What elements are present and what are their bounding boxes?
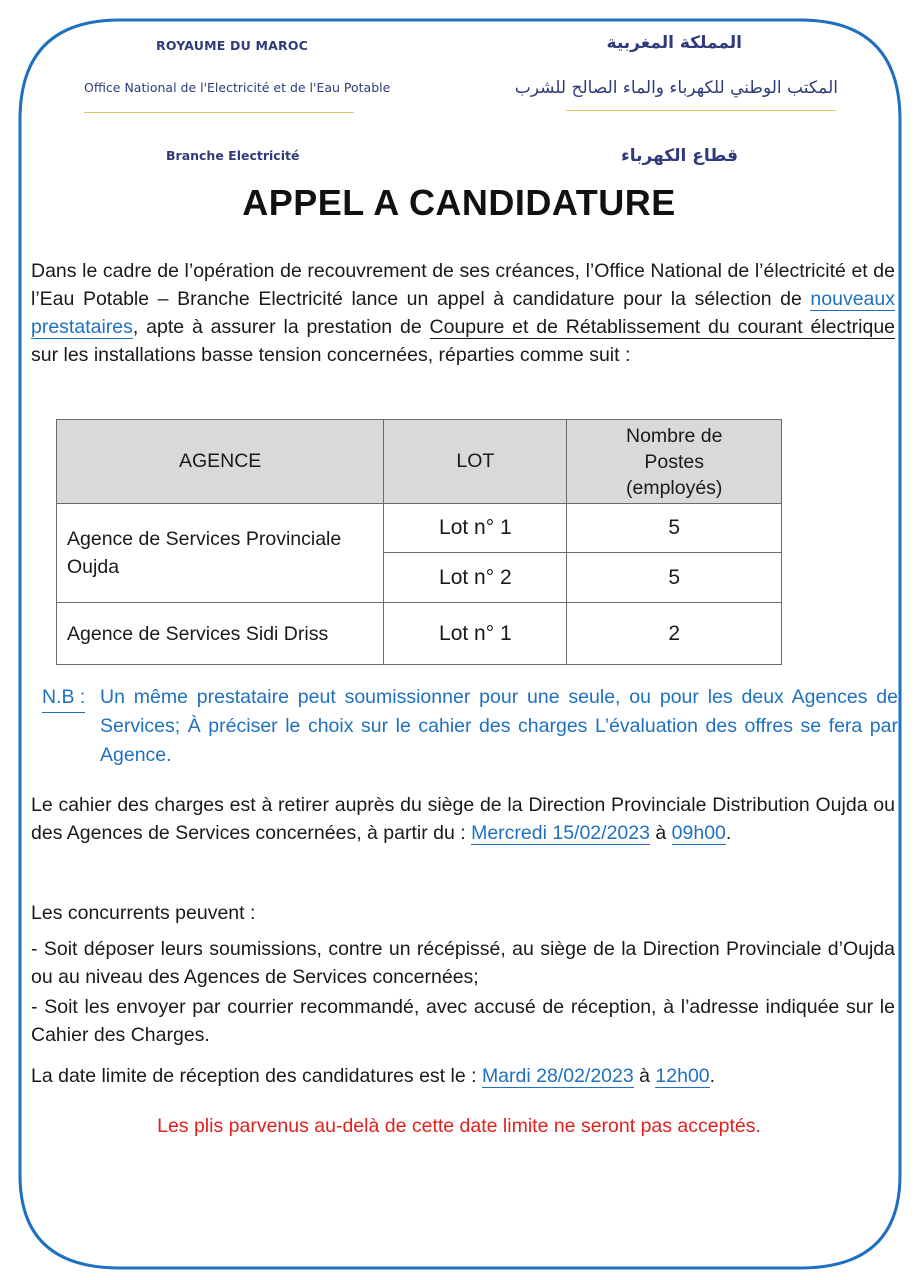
header-kingdom-fr: ROYAUME DU MAROC bbox=[156, 38, 309, 53]
intro-text-1: Dans le cadre de l’opération de recouvrement de ses créances, l’Office National de l’électricité et de l’Eau Potable – Branche Electricité lance un appel à candidature pour la sélection de bbox=[31, 260, 895, 310]
deadline-date: Mardi 28/02/2023 bbox=[481, 1065, 634, 1087]
deadline-end: . bbox=[709, 1065, 716, 1087]
header-lot: LOT bbox=[384, 420, 567, 504]
retrait-text: Le cahier des charges est à retirer auprès du siège de la Direction Provinciale Distribution Oujda ou des Agences de Services concernées, à partir du : bbox=[31, 794, 895, 844]
agence-cell: Agence de Services Sidi Driss bbox=[57, 603, 384, 665]
concurrents-intro: Les concurrents peuvent : bbox=[31, 902, 256, 924]
header-nombre-postes bbox=[567, 420, 782, 504]
header-office-fr: Office National de l'Electricité et de l'Eau Potable bbox=[84, 80, 391, 95]
postes-cell: 2 bbox=[567, 603, 782, 665]
deadline-paragraph bbox=[31, 1062, 895, 1090]
note-label: N.B : bbox=[42, 683, 85, 713]
intro-link-prestation: Coupure et de Rétablissement du courant électrique bbox=[429, 316, 896, 338]
list-item: - Soit les envoyer par courrier recommandé, avec accusé de réception, à l’adresse indiquée sur le Cahier des Charges. bbox=[31, 996, 895, 1046]
header-nombre-line2: Postes bbox=[644, 450, 705, 473]
header-kingdom-ar: المملكة المغربية bbox=[606, 33, 742, 53]
agence-cell: Agence de Services Provinciale Oujda bbox=[57, 504, 384, 603]
table-row bbox=[57, 603, 782, 665]
retrait-heure: 09h00 bbox=[671, 822, 726, 844]
page-title: APPEL A CANDIDATURE bbox=[242, 182, 676, 223]
retrait-end: . bbox=[725, 822, 732, 844]
postes-cell: 5 bbox=[567, 553, 782, 603]
header-agence: AGENCE bbox=[57, 420, 384, 504]
retrait-paragraph bbox=[31, 791, 895, 847]
list-item: - Soit déposer leurs soumissions, contre un récépissé, au siège de la Direction Provinciale d’Oujda ou au niveau des Agences de Services concernées; bbox=[31, 938, 895, 988]
lot-cell: Lot n° 2 bbox=[384, 553, 567, 603]
intro-text-2: , apte à assurer la prestation de bbox=[132, 316, 430, 338]
note-text: Un même prestataire peut soumissionner pour une seule, ou pour les deux Agences de Services; À préciser le choix sur le cahier des charges L’évaluation des offres se fera par Agence. bbox=[100, 686, 898, 766]
intro-paragraph bbox=[31, 257, 895, 369]
retrait-date: Mercredi 15/02/2023 bbox=[471, 822, 650, 844]
header-nombre-line1: Nombre de bbox=[625, 424, 723, 447]
header-divider-left bbox=[84, 112, 354, 113]
deadline-a: à bbox=[633, 1065, 656, 1087]
header-office-ar: المكتب الوطني للكهرباء والماء الصالح للشرب bbox=[514, 78, 838, 98]
postes-cell: 5 bbox=[567, 504, 782, 553]
agences-table bbox=[56, 419, 782, 665]
header-branch-ar: قطاع الكهرباء bbox=[621, 146, 738, 166]
deadline-text: La date limite de réception des candidatures est le : bbox=[31, 1065, 482, 1087]
retrait-a: à bbox=[649, 822, 672, 844]
lot-cell: Lot n° 1 bbox=[384, 504, 567, 553]
header-divider-right bbox=[566, 110, 836, 111]
header-nombre-line3: (employés) bbox=[625, 476, 723, 499]
table-header-row bbox=[57, 420, 782, 504]
deadline-heure: 12h00 bbox=[655, 1065, 710, 1087]
warning-text: Les plis parvenus au-delà de cette date limite ne seront pas acceptés. bbox=[157, 1115, 761, 1137]
intro-text-3: sur les installations basse tension concernées, réparties comme suit : bbox=[31, 344, 631, 366]
table-row bbox=[57, 504, 782, 553]
lot-cell: Lot n° 1 bbox=[384, 603, 567, 665]
intro-link-prestataires: nouveaux prestataires bbox=[31, 288, 895, 338]
header-branch-fr: Branche Electricité bbox=[166, 148, 300, 163]
